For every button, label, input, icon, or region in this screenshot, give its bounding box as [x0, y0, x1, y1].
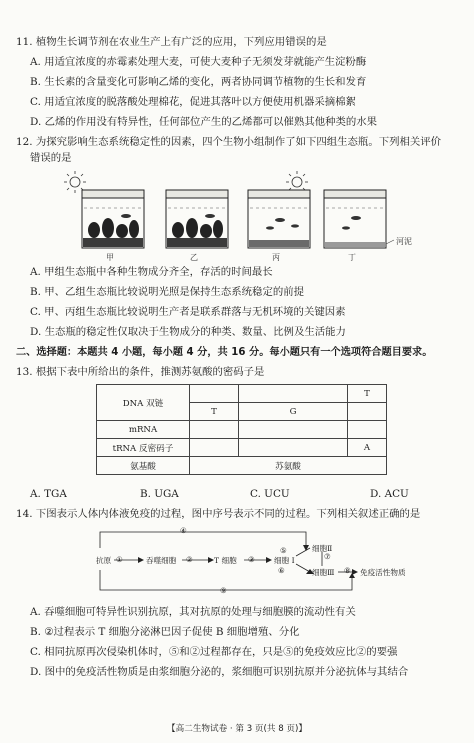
q14-option-a: A. 吞噬细胞可特异性识别抗原，其对抗原的处理与细胞膜的流动性有关: [30, 606, 356, 618]
row-label-trna: tRNA 反密码子: [97, 439, 190, 457]
jar-label-jia: 甲: [106, 253, 114, 262]
process-8-label: ⑧: [344, 566, 351, 575]
q14-stem: 14. 下图表示人体内体液免疫的过程，图中序号表示不同的过程。下列相关叙述正确的是: [16, 508, 421, 520]
section-two-header: 二、选择题：本题共 4 小题，每小题 4 分，共 16 分。每小题只有一个选项符合题目要求。: [16, 347, 433, 358]
q12-stem-line2: 错误的是: [30, 152, 72, 164]
q14-option-d: D. 图中的免疫活性物质是由浆细胞分泌的，浆细胞可识别抗原并分泌抗体与其结合: [30, 666, 409, 678]
q13-option-c: C. UCU: [250, 488, 290, 500]
node-cell-2: 细胞Ⅱ: [312, 544, 333, 553]
node-cell-1: 细胞 Ⅰ: [274, 556, 295, 565]
jar-label-yi: 乙: [190, 253, 198, 262]
process-5-label: ⑤: [280, 546, 287, 555]
cell-dna-bottom-t: T: [190, 403, 239, 421]
node-phagocyte: 吞噬细胞: [146, 556, 177, 565]
q12-stem-line1: 12. 为探究影响生态系统稳定性的因素，四个生物小组制作了如下四组生态瓶。下列相关评价: [16, 136, 442, 148]
q12-option-b: B. 甲、乙组生态瓶比较说明光照是保持生态系统稳定的前提: [30, 286, 305, 298]
row-label-mrna: mRNA: [97, 421, 190, 439]
q13-option-a: A. TGA: [30, 488, 67, 500]
process-2-label: ②: [186, 555, 193, 564]
q12-option-c: C. 甲、丙组生态瓶比较说明生产者是联系群落与无机环境的关键因素: [30, 306, 346, 318]
q11-option-d: D. 乙烯的作用没有特异性，任何部位产生的乙烯都可以催熟其他种类的水果: [30, 116, 378, 128]
process-4-label: ④: [180, 526, 187, 535]
row-label-amino-acid: 氨基酸: [97, 457, 190, 475]
ecosystem-jars-figure: [60, 168, 400, 260]
q12-option-d: D. 生态瓶的稳定性仅取决于生物成分的种类、数量、比例及生活能力: [30, 326, 346, 338]
cell-dna-top-t: T: [348, 385, 387, 403]
process-6-label: ⑥: [278, 566, 285, 575]
node-immune-active-substance: 免疫活性物质: [360, 568, 406, 577]
jar-label-bing: 丙: [272, 253, 280, 262]
process-1-label: ①: [116, 555, 123, 564]
node-cell-3: 细胞Ⅲ: [312, 568, 335, 577]
process-3-label: ③: [248, 555, 255, 564]
sand-label: 河泥: [396, 237, 412, 246]
q13-stem: 13. 根据下表中所给出的条件，推测苏氨酸的密码子是: [16, 366, 265, 378]
row-label-dna: DNA 双链: [97, 385, 190, 421]
q13-option-d: D. ACU: [370, 488, 409, 500]
q13-option-b: B. UGA: [140, 488, 179, 500]
cell-trna-a: A: [348, 439, 387, 457]
q11-stem: 11. 植物生长调节剂在农业生产上有广泛的应用，下列应用错误的是: [16, 36, 327, 48]
node-antigen: 抗原: [96, 556, 112, 565]
q14-option-c: C. 相同抗原再次侵染机体时，⑤和②过程都存在，只是⑤的免疫效应比②的要强: [30, 646, 398, 658]
immune-diagram-lines: [84, 524, 404, 600]
q12-option-a: A. 甲组生态瓶中各种生物成分齐全，存活的时间最长: [30, 266, 273, 278]
process-7-label: ⑦: [324, 552, 331, 561]
q11-option-a: A. 用适宜浓度的赤霉素处理大麦，可使大麦种子无须发芽就能产生淀粉酶: [30, 56, 367, 68]
jar-label-ding: 丁: [348, 253, 356, 262]
q11-option-c: C. 用适宜浓度的脱落酸处理棉花，促进其落叶以方便使用机器采摘棉絮: [30, 96, 356, 108]
cell-dna-bottom-g: G: [239, 403, 348, 421]
page-footer: 【高二生物试卷 · 第 3 页(共 8 页)】: [167, 724, 307, 734]
process-9-label: ⑨: [220, 586, 227, 595]
codon-table: [96, 384, 387, 475]
cell-threonine: 苏氨酸: [190, 457, 387, 475]
q11-option-b: B. 生长素的含量变化可影响乙烯的变化，两者协同调节植物的生长和发育: [30, 76, 367, 88]
q14-option-b: B. ②过程表示 T 细胞分泌淋巴因子促使 B 细胞增殖、分化: [30, 626, 300, 638]
node-t-cell: T 细胞: [214, 556, 237, 565]
